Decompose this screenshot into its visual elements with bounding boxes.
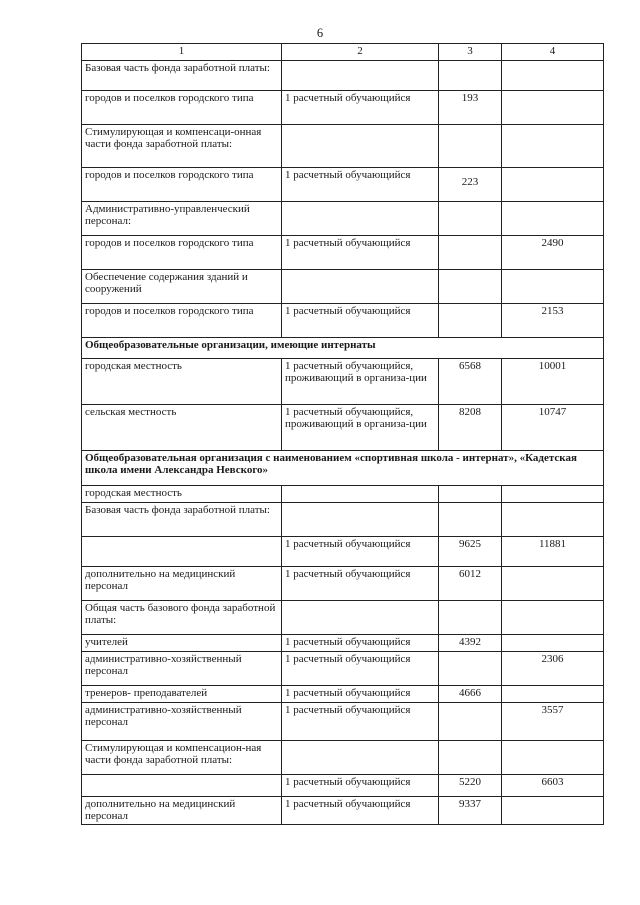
table-body xyxy=(82,61,604,825)
table-row xyxy=(82,91,604,125)
norm-value-col3-cell: 4666 xyxy=(439,686,502,703)
unit-cell xyxy=(282,202,439,236)
budget-norms-table xyxy=(81,43,604,825)
norm-value-col4-cell xyxy=(502,741,604,775)
indicator-cell: дополнительно на медицинский персонал xyxy=(82,797,282,825)
table-row xyxy=(82,168,604,202)
norm-value-col3-cell xyxy=(439,125,502,168)
unit-cell xyxy=(282,741,439,775)
table-row xyxy=(82,61,604,91)
norm-value-col3-cell xyxy=(439,202,502,236)
norm-value-col4-cell xyxy=(502,91,604,125)
unit-cell: 1 расчетный обучающийся xyxy=(282,797,439,825)
unit-cell: 1 расчетный обучающийся xyxy=(282,168,439,202)
indicator-cell: Обеспечение содержания зданий и сооружений xyxy=(82,270,282,304)
norm-value-col3-cell xyxy=(439,703,502,741)
indicator-cell: административно-хозяйственный персонал xyxy=(82,703,282,741)
norm-value-col4-cell xyxy=(502,503,604,537)
norm-value-col3-cell xyxy=(439,652,502,686)
unit-cell: 1 расчетный обучающийся, проживающий в организа-ции xyxy=(282,405,439,451)
table-row xyxy=(82,686,604,703)
norm-value-col4-cell xyxy=(502,168,604,202)
norm-value-col3-cell: 6012 xyxy=(439,567,502,601)
indicator-cell: городская местность xyxy=(82,486,282,503)
norm-value-col3-cell xyxy=(439,601,502,635)
norm-value-col4-cell xyxy=(502,686,604,703)
indicator-cell: Базовая часть фонда заработной платы: xyxy=(82,503,282,537)
unit-cell: 1 расчетный обучающийся xyxy=(282,567,439,601)
unit-cell xyxy=(282,503,439,537)
table-row xyxy=(82,359,604,405)
norm-value-col4-cell: 6603 xyxy=(502,775,604,797)
unit-cell: 1 расчетный обучающийся xyxy=(282,537,439,567)
indicator-cell: Базовая часть фонда заработной платы: xyxy=(82,61,282,91)
norm-value-col4-cell xyxy=(502,125,604,168)
norm-value-col4-cell: 10747 xyxy=(502,405,604,451)
unit-cell: 1 расчетный обучающийся, проживающий в организа-ции xyxy=(282,359,439,405)
unit-cell: 1 расчетный обучающийся xyxy=(282,236,439,270)
unit-cell xyxy=(282,486,439,503)
table-row xyxy=(82,567,604,601)
table-row xyxy=(82,202,604,236)
norm-value-col3-cell xyxy=(439,61,502,91)
table-row xyxy=(82,236,604,270)
norm-value-col3-cell: 9625 xyxy=(439,537,502,567)
indicator-cell: административно-хозяйственный персонал xyxy=(82,652,282,686)
norm-value-col3-cell xyxy=(439,304,502,338)
indicator-cell xyxy=(82,775,282,797)
indicator-cell: Общая часть базового фонда заработной платы: xyxy=(82,601,282,635)
unit-cell: 1 расчетный обучающийся xyxy=(282,703,439,741)
table-row xyxy=(82,652,604,686)
norm-value-col4-cell: 2490 xyxy=(502,236,604,270)
table-row xyxy=(82,775,604,797)
table-row xyxy=(82,125,604,168)
table-row xyxy=(82,503,604,537)
norm-value-col4-cell xyxy=(502,486,604,503)
unit-cell: 1 расчетный обучающийся xyxy=(282,304,439,338)
norm-value-col4-cell xyxy=(502,202,604,236)
norm-value-col4-cell xyxy=(502,270,604,304)
table-row xyxy=(82,703,604,741)
page-number: 6 xyxy=(316,26,324,40)
indicator-cell: Стимулирующая и компенсацион-ная части фонда заработной платы: xyxy=(82,741,282,775)
norm-value-col4-cell: 11881 xyxy=(502,537,604,567)
norm-value-col4-cell: 10001 xyxy=(502,359,604,405)
table-row xyxy=(82,486,604,503)
norm-value-col3-cell: 4392 xyxy=(439,635,502,652)
section-header-row xyxy=(82,338,604,359)
norm-value-col4-cell xyxy=(502,797,604,825)
section-header-row xyxy=(82,451,604,486)
norm-value-col3-cell: 6568 xyxy=(439,359,502,405)
section-title: Общеобразовательные организации, имеющие интернаты xyxy=(82,338,604,359)
unit-cell: 1 расчетный обучающийся xyxy=(282,652,439,686)
norm-value-col4-cell xyxy=(502,601,604,635)
indicator-cell: городов и поселков городского типа xyxy=(82,91,282,125)
indicator-cell: Стимулирующая и компенсаци-онная части фонда заработной платы: xyxy=(82,125,282,168)
table-row xyxy=(82,601,604,635)
indicator-cell xyxy=(82,537,282,567)
column-number-1: 1 xyxy=(82,44,282,61)
indicator-cell: городская местность xyxy=(82,359,282,405)
column-number-2: 2 xyxy=(282,44,439,61)
column-number-4: 4 xyxy=(502,44,604,61)
indicator-cell: тренеров- преподавателей xyxy=(82,686,282,703)
unit-cell xyxy=(282,601,439,635)
table-row xyxy=(82,635,604,652)
norm-value-col3-cell: 193 xyxy=(439,91,502,125)
indicator-cell: дополнительно на медицинский персонал xyxy=(82,567,282,601)
norm-value-col3-cell xyxy=(439,503,502,537)
indicator-cell: Административно-управленческий персонал: xyxy=(82,202,282,236)
norm-value-col4-cell: 2306 xyxy=(502,652,604,686)
unit-cell: 1 расчетный обучающийся xyxy=(282,91,439,125)
column-number-3: 3 xyxy=(439,44,502,61)
indicator-cell: городов и поселков городского типа xyxy=(82,168,282,202)
norm-value-col4-cell xyxy=(502,567,604,601)
norm-value-col4-cell: 2153 xyxy=(502,304,604,338)
table-row xyxy=(82,741,604,775)
column-number-row xyxy=(82,44,604,61)
norm-value-col4-cell: 3557 xyxy=(502,703,604,741)
norm-value-col3-cell: 8208 xyxy=(439,405,502,451)
section-title: Общеобразовательная организация с наименованием «спортивная школа - интернат», «Кадетская школа имени Александра Невского» xyxy=(82,451,604,486)
norm-value-col3-cell: 5220 xyxy=(439,775,502,797)
indicator-cell: сельская местность xyxy=(82,405,282,451)
unit-cell: 1 расчетный обучающийся xyxy=(282,686,439,703)
table-row xyxy=(82,405,604,451)
unit-cell: 1 расчетный обучающийся xyxy=(282,635,439,652)
norm-value-col3-cell xyxy=(439,270,502,304)
norm-value-col3-cell: 223 xyxy=(439,168,502,202)
norm-value-col3-cell xyxy=(439,236,502,270)
unit-cell xyxy=(282,270,439,304)
table-row xyxy=(82,537,604,567)
indicator-cell: городов и поселков городского типа xyxy=(82,304,282,338)
indicator-cell: учителей xyxy=(82,635,282,652)
indicator-cell: городов и поселков городского типа xyxy=(82,236,282,270)
unit-cell: 1 расчетный обучающийся xyxy=(282,775,439,797)
table-row xyxy=(82,304,604,338)
table-row xyxy=(82,797,604,825)
table-row xyxy=(82,270,604,304)
unit-cell xyxy=(282,125,439,168)
norm-value-col4-cell xyxy=(502,635,604,652)
norm-value-col3-cell: 9337 xyxy=(439,797,502,825)
unit-cell xyxy=(282,61,439,91)
norm-value-col4-cell xyxy=(502,61,604,91)
norm-value-col3-cell xyxy=(439,741,502,775)
norm-value-col3-cell xyxy=(439,486,502,503)
